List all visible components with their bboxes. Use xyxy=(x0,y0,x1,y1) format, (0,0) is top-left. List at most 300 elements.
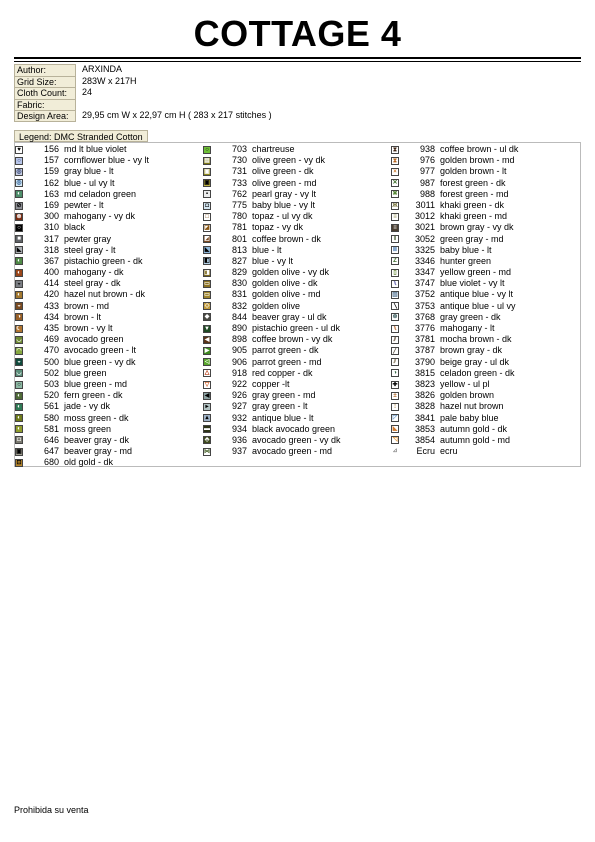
floss-number: 905 xyxy=(231,345,247,356)
floss-number: 832 xyxy=(231,300,247,311)
stitch-symbol-icon: ○ xyxy=(15,224,23,232)
legend-entry xyxy=(203,289,341,300)
page-title: COTTAGE 4 xyxy=(193,13,402,54)
floss-number: 580 xyxy=(43,412,59,423)
legend-column-1 xyxy=(15,144,149,468)
stitch-symbol-icon: ⋈ xyxy=(204,448,210,455)
stitch-symbol-icon: ✚ xyxy=(392,381,398,388)
info-label: Grid Size: xyxy=(14,76,76,88)
floss-color-name: brown - vy lt xyxy=(64,323,113,333)
floss-color-name: autumn gold - md xyxy=(440,434,511,445)
floss-color-name: mahogany - vy dk xyxy=(64,211,136,222)
floss-number: 937 xyxy=(231,446,247,457)
stitch-symbol-icon: ⧗ xyxy=(392,146,398,153)
floss-number: 780 xyxy=(231,211,247,222)
stitch-symbol-icon: ○ xyxy=(15,157,23,165)
legend-entry xyxy=(15,166,149,177)
floss-color-name: avocado green xyxy=(64,334,124,345)
floss-number: 918 xyxy=(231,367,247,378)
floss-color-name: celadon green - dk xyxy=(440,367,515,378)
legend-entry xyxy=(391,155,518,166)
floss-color-name: golden olive - vy dk xyxy=(252,267,330,278)
stitch-symbol-icon: ◣ xyxy=(204,247,210,254)
stitch-symbol-icon: ◑ xyxy=(15,313,23,321)
legend-entry xyxy=(391,211,518,222)
legend-entry xyxy=(203,256,341,267)
floss-color-name: pistachio green - ul dk xyxy=(252,323,341,333)
stitch-symbol-icon: ▽ xyxy=(204,381,210,388)
floss-color-name: mahogany - lt xyxy=(440,323,495,333)
stitch-symbol-icon: △ xyxy=(204,370,210,377)
floss-number: 400 xyxy=(43,267,59,278)
floss-number: 318 xyxy=(43,244,59,255)
stitch-symbol-icon: ▪ xyxy=(203,190,211,198)
floss-number: 932 xyxy=(231,412,247,423)
stitch-symbol-icon: ≡ xyxy=(391,224,399,232)
floss-number: 731 xyxy=(231,166,247,177)
legend-entry xyxy=(203,267,341,278)
floss-number: 646 xyxy=(43,434,59,445)
stitch-symbol-icon: ◐ xyxy=(15,190,23,198)
floss-number: 561 xyxy=(43,401,59,412)
floss-color-name: antique blue - lt xyxy=(252,412,314,423)
floss-color-name: steel gray - lt xyxy=(64,244,116,255)
legend-entry xyxy=(203,345,341,356)
floss-number: 647 xyxy=(43,446,59,457)
floss-color-name: coffee brown - ul dk xyxy=(440,144,519,154)
title-rule-thin xyxy=(14,61,581,62)
floss-number: 3747 xyxy=(414,278,435,289)
stitch-symbol-icon: ◇ xyxy=(204,303,210,310)
stitch-symbol-icon: ▧ xyxy=(392,292,398,299)
stitch-symbol-icon: ▭ xyxy=(204,280,210,287)
legend-entry xyxy=(203,401,341,412)
legend-entry xyxy=(203,278,341,289)
stitch-symbol-icon: ± xyxy=(391,392,399,400)
legend-entry xyxy=(15,267,149,278)
floss-color-name: baby blue - lt xyxy=(440,244,492,255)
floss-color-name: autumn gold - dk xyxy=(440,423,508,434)
floss-color-name: gray blue - lt xyxy=(64,166,114,177)
floss-number: Ecru xyxy=(416,446,435,457)
legend-entry xyxy=(203,155,341,166)
legend-entry xyxy=(15,457,149,468)
floss-number: 922 xyxy=(231,378,247,389)
legend-entry xyxy=(15,390,149,401)
floss-color-name: copper -lt xyxy=(252,378,290,389)
floss-number: 831 xyxy=(231,289,247,300)
floss-color-name: md celadon green xyxy=(64,188,137,199)
legend-entry xyxy=(15,413,149,424)
floss-color-name: blue green - md xyxy=(64,378,128,389)
stitch-symbol-icon: ◪ xyxy=(204,224,210,231)
stitch-symbol-icon: ◘ xyxy=(15,436,23,444)
legend-entry xyxy=(391,267,518,278)
floss-number: 3776 xyxy=(414,323,435,333)
floss-number: 829 xyxy=(231,267,247,278)
legend-entry xyxy=(203,144,341,155)
stitch-symbol-icon: ▶ xyxy=(204,347,210,354)
floss-color-name: old gold - dk xyxy=(64,457,114,468)
floss-number: 420 xyxy=(43,289,59,300)
floss-number: 156 xyxy=(43,144,59,154)
legend-entry xyxy=(203,368,341,379)
floss-number: 3768 xyxy=(414,311,435,322)
legend-entry xyxy=(15,245,149,256)
floss-color-name: golden brown - md xyxy=(440,155,515,166)
stitch-symbol-icon: ◐ xyxy=(15,291,23,299)
floss-color-name: topaz - vy dk xyxy=(252,222,304,233)
stitch-symbol-icon: ◹ xyxy=(392,437,398,444)
stitch-symbol-icon: ⊘ xyxy=(16,202,22,209)
stitch-symbol-icon: □ xyxy=(203,213,211,221)
floss-number: 926 xyxy=(231,390,247,401)
stitch-symbol-icon: ◸ xyxy=(392,415,398,422)
info-row xyxy=(14,99,272,111)
floss-number: 762 xyxy=(231,188,247,199)
floss-color-name: yellow green - md xyxy=(440,267,512,278)
stitch-symbol-icon: ◨ xyxy=(204,269,210,276)
floss-number: 3823 xyxy=(414,378,435,389)
floss-color-name: gray green - dk xyxy=(440,311,501,322)
floss-number: 470 xyxy=(43,345,59,356)
info-value: 29,95 cm W x 22,97 cm H ( 283 x 217 stitches ) xyxy=(82,110,272,120)
info-row xyxy=(14,64,272,76)
floss-number: 435 xyxy=(43,323,59,333)
stitch-symbol-icon: ⊡ xyxy=(16,459,22,466)
legend-entry xyxy=(391,368,518,379)
legend-entry xyxy=(15,357,149,368)
stitch-symbol-icon: ▴ xyxy=(203,414,211,422)
stitch-symbol-icon: ■ xyxy=(15,235,23,243)
info-label: Design Area: xyxy=(14,110,76,122)
floss-color-name: ecru xyxy=(440,446,458,457)
legend-entry xyxy=(203,222,341,233)
floss-number: 502 xyxy=(43,367,59,378)
floss-number: 775 xyxy=(231,199,247,210)
stitch-symbol-icon: ▤ xyxy=(204,157,210,164)
footer-note: Prohibida su venta xyxy=(14,805,89,815)
floss-color-name: moss green - dk xyxy=(64,412,129,423)
legend-entry xyxy=(391,245,518,256)
floss-color-name: beaver gray - md xyxy=(64,446,133,457)
floss-color-name: olive green - md xyxy=(252,177,317,188)
floss-number: 3790 xyxy=(414,356,435,367)
floss-number: 801 xyxy=(231,233,247,244)
stitch-symbol-icon: ◩ xyxy=(204,236,210,243)
stitch-symbol-icon: ◀ xyxy=(204,336,210,343)
legend-entry xyxy=(203,435,341,446)
legend-entry xyxy=(391,379,518,390)
legend-entry xyxy=(391,334,518,345)
floss-number: 680 xyxy=(43,457,59,468)
legend-entry xyxy=(203,211,341,222)
info-row xyxy=(14,76,272,88)
floss-number: 976 xyxy=(419,155,435,166)
info-row xyxy=(14,110,272,122)
floss-color-name: black xyxy=(64,222,86,233)
stitch-symbol-icon: ▭ xyxy=(204,292,210,299)
floss-number: 827 xyxy=(231,255,247,266)
legend-entry xyxy=(391,144,518,155)
stitch-symbol-icon: ✖ xyxy=(392,191,398,198)
stitch-symbol-icon: ⊗ xyxy=(16,213,22,220)
floss-number: 3826 xyxy=(414,390,435,401)
legend-entry xyxy=(15,256,149,267)
stitch-symbol-icon: ▣ xyxy=(204,168,210,175)
stitch-symbol-icon: ▣ xyxy=(16,448,22,455)
stitch-symbol-icon: ◐ xyxy=(15,425,23,433)
legend-entry xyxy=(203,357,341,368)
floss-number: 936 xyxy=(231,434,247,445)
floss-number: 317 xyxy=(43,233,59,244)
legend-entry xyxy=(15,155,149,166)
floss-number: 433 xyxy=(43,300,59,311)
legend-entry xyxy=(391,278,518,289)
legend-entry xyxy=(391,435,518,446)
floss-color-name: beaver gray - ul dk xyxy=(252,311,327,322)
stitch-symbol-icon: ◡ xyxy=(16,336,22,343)
legend-entry xyxy=(391,401,518,412)
floss-color-name: forest green - md xyxy=(440,188,509,199)
stitch-symbol-icon: ◀ xyxy=(204,392,210,399)
legend-entry xyxy=(15,278,149,289)
floss-number: 813 xyxy=(231,244,247,255)
stitch-symbol-icon: ◐ xyxy=(15,414,23,422)
floss-number: 906 xyxy=(231,356,247,367)
stitch-symbol-icon: ⧗ xyxy=(392,157,398,164)
floss-color-name: mahogany - dk xyxy=(64,267,124,278)
stitch-symbol-icon: ◒ xyxy=(15,302,23,310)
floss-color-name: moss green xyxy=(64,423,112,434)
legend-entry xyxy=(391,166,518,177)
floss-number: 434 xyxy=(43,311,59,322)
floss-color-name: black avocado green xyxy=(252,423,336,434)
floss-color-name: brown - md xyxy=(64,300,110,311)
floss-number: 733 xyxy=(231,177,247,188)
floss-number: 898 xyxy=(231,334,247,345)
info-value xyxy=(76,99,82,111)
floss-color-name: blue violet - vy lt xyxy=(440,278,505,289)
stitch-symbol-icon: ▸ xyxy=(203,403,211,411)
legend-entry xyxy=(15,446,149,457)
legend-entry xyxy=(391,234,518,245)
stitch-symbol-icon: ✕ xyxy=(392,180,398,187)
floss-number: 310 xyxy=(43,222,59,233)
stitch-symbol-icon: ◎ xyxy=(16,168,22,175)
floss-color-name: antique blue - vy lt xyxy=(440,289,514,300)
floss-color-name: hazel nut brown xyxy=(440,401,504,412)
floss-number: 3347 xyxy=(414,267,435,278)
floss-number: 503 xyxy=(43,378,59,389)
legend-entry xyxy=(391,357,518,368)
floss-color-name: blue green - vy dk xyxy=(64,356,136,367)
stitch-symbol-icon: ◐ xyxy=(15,392,23,400)
stitch-symbol-icon: ≡ xyxy=(391,213,399,221)
floss-color-name: olive green - dk xyxy=(252,166,314,177)
legend-entry xyxy=(15,200,149,211)
floss-color-name: steel gray - dk xyxy=(64,278,121,289)
floss-number: 469 xyxy=(43,334,59,345)
floss-number: 157 xyxy=(43,155,59,166)
stitch-symbol-icon: ◘ xyxy=(203,202,211,210)
legend-entry xyxy=(15,222,149,233)
legend-column-3 xyxy=(391,144,518,457)
floss-number: 988 xyxy=(419,188,435,199)
floss-color-name: pistachio green - dk xyxy=(64,255,143,266)
floss-number: 3752 xyxy=(414,289,435,300)
legend-entry xyxy=(203,323,341,334)
legend-entry xyxy=(15,178,149,189)
info-label: Fabric: xyxy=(14,99,76,111)
floss-color-name: pewter - lt xyxy=(64,199,104,210)
floss-color-name: coffee brown - vy dk xyxy=(252,334,333,345)
stitch-symbol-icon: ⫽ xyxy=(391,358,399,366)
legend-entry xyxy=(15,144,149,155)
floss-number: 3052 xyxy=(414,233,435,244)
floss-color-name: topaz - ul vy dk xyxy=(252,211,313,222)
legend-entry xyxy=(203,245,341,256)
stitch-symbol-icon: ◧ xyxy=(204,258,210,265)
floss-number: 3815 xyxy=(414,367,435,378)
stitch-symbol-icon: ◒ xyxy=(15,280,23,288)
stitch-symbol-icon: ◆ xyxy=(204,314,210,321)
stitch-symbol-icon: ◎ xyxy=(16,180,22,187)
floss-number: 938 xyxy=(419,144,435,154)
stitch-symbol-icon: ⑊ xyxy=(391,325,399,333)
floss-color-name: parrot green - md xyxy=(252,356,322,367)
stitch-symbol-icon: Ж xyxy=(392,202,398,209)
legend-entry xyxy=(15,379,149,390)
legend-entry xyxy=(203,189,341,200)
legend-entry xyxy=(203,334,341,345)
floss-color-name: golden olive - md xyxy=(252,289,321,300)
legend-entry xyxy=(391,200,518,211)
legend-entry xyxy=(15,323,149,334)
floss-color-name: hunter green xyxy=(440,255,492,266)
floss-number: 367 xyxy=(43,255,59,266)
stitch-symbol-icon: ◑ xyxy=(391,369,399,377)
floss-color-name: baby blue - vy lt xyxy=(252,199,316,210)
floss-number: 3787 xyxy=(414,345,435,356)
floss-color-name: blue - vy lt xyxy=(252,255,294,266)
floss-color-name: fern green - dk xyxy=(64,390,123,401)
stitch-symbol-icon: ⫶ xyxy=(391,403,399,411)
floss-number: 987 xyxy=(419,177,435,188)
stitch-symbol-icon: ◐ xyxy=(15,257,23,265)
floss-color-name: pearl gray - vy lt xyxy=(252,188,317,199)
floss-color-name: avocado green - vy dk xyxy=(252,434,341,445)
stitch-symbol-icon: ◁ xyxy=(204,359,210,366)
floss-color-name: pewter gray xyxy=(64,233,112,244)
floss-color-name: golden brown xyxy=(440,390,495,401)
legend-entry xyxy=(391,178,518,189)
legend-entry xyxy=(391,289,518,300)
floss-color-name: pale baby blue xyxy=(440,412,499,423)
floss-number: 300 xyxy=(43,211,59,222)
floss-color-name: avocado green - lt xyxy=(64,345,137,356)
info-label: Cloth Count: xyxy=(14,87,76,99)
stitch-symbol-icon: ◐ xyxy=(15,269,23,277)
legend-entry xyxy=(15,189,149,200)
floss-number: 163 xyxy=(43,188,59,199)
stitch-symbol-icon: ▬ xyxy=(204,426,210,433)
floss-color-name: forest green - dk xyxy=(440,177,506,188)
legend-entry xyxy=(203,178,341,189)
legend-entry xyxy=(391,446,518,457)
floss-color-name: jade - vy dk xyxy=(64,401,111,412)
legend-entry xyxy=(391,222,518,233)
floss-color-name: golden olive - dk xyxy=(252,278,318,289)
floss-number: 3325 xyxy=(414,244,435,255)
floss-color-name: gray green - lt xyxy=(252,401,308,412)
stitch-symbol-icon: ◠ xyxy=(16,347,22,354)
floss-color-name: golden brown - lt xyxy=(440,166,507,177)
stitch-symbol-icon: ☾ xyxy=(16,325,22,332)
legend-entry xyxy=(15,234,149,245)
floss-number: 414 xyxy=(43,278,59,289)
floss-number: 3781 xyxy=(414,334,435,345)
legend-entry xyxy=(203,301,341,312)
floss-number: 3012 xyxy=(414,211,435,222)
floss-number: 890 xyxy=(231,323,247,333)
legend-entry xyxy=(15,345,149,356)
floss-number: 3853 xyxy=(414,423,435,434)
info-value: 24 xyxy=(82,87,93,97)
floss-number: 3021 xyxy=(414,222,435,233)
floss-number: 581 xyxy=(43,423,59,434)
stitch-symbol-icon: ▣ xyxy=(204,180,210,187)
stitch-symbol-icon: ▯ xyxy=(391,269,399,277)
stitch-symbol-icon: ╱ xyxy=(391,347,399,355)
floss-number: 159 xyxy=(43,166,59,177)
floss-color-name: coffee brown - dk xyxy=(252,233,321,244)
legend-entry xyxy=(15,368,149,379)
floss-number: 844 xyxy=(231,311,247,322)
floss-number: 500 xyxy=(43,356,59,367)
floss-number: 520 xyxy=(43,390,59,401)
stitch-symbol-icon: ○ xyxy=(15,381,23,389)
floss-color-name: khaki green - dk xyxy=(440,199,505,210)
floss-number: 977 xyxy=(419,166,435,177)
floss-number: 830 xyxy=(231,278,247,289)
floss-number: 934 xyxy=(231,423,247,434)
floss-color-name: beige gray - ul dk xyxy=(440,356,510,367)
legend-entry xyxy=(15,312,149,323)
legend-entry xyxy=(391,345,518,356)
legend-entry xyxy=(15,301,149,312)
floss-color-name: mocha brown - dk xyxy=(440,334,512,345)
pattern-info-table xyxy=(14,64,272,122)
legend-entry xyxy=(203,424,341,435)
floss-color-name: blue - lt xyxy=(252,244,282,255)
legend-entry xyxy=(391,390,518,401)
floss-number: 162 xyxy=(43,177,59,188)
info-value: 283W x 217H xyxy=(82,75,137,86)
stitch-symbol-icon: ▼ xyxy=(204,325,210,332)
stitch-symbol-icon: ◐ xyxy=(15,403,23,411)
floss-number: 927 xyxy=(231,401,247,412)
floss-color-name: brown gray - dk xyxy=(440,345,503,356)
legend-entry xyxy=(15,334,149,345)
floss-number: 3011 xyxy=(415,199,435,210)
legend-entry xyxy=(15,401,149,412)
floss-color-name: parrot green - dk xyxy=(252,345,319,356)
stitch-symbol-icon: ◡ xyxy=(16,370,22,377)
floss-legend xyxy=(14,142,581,467)
stitch-symbol-icon: Ⅱ xyxy=(391,235,399,243)
floss-color-name: golden olive xyxy=(252,300,301,311)
